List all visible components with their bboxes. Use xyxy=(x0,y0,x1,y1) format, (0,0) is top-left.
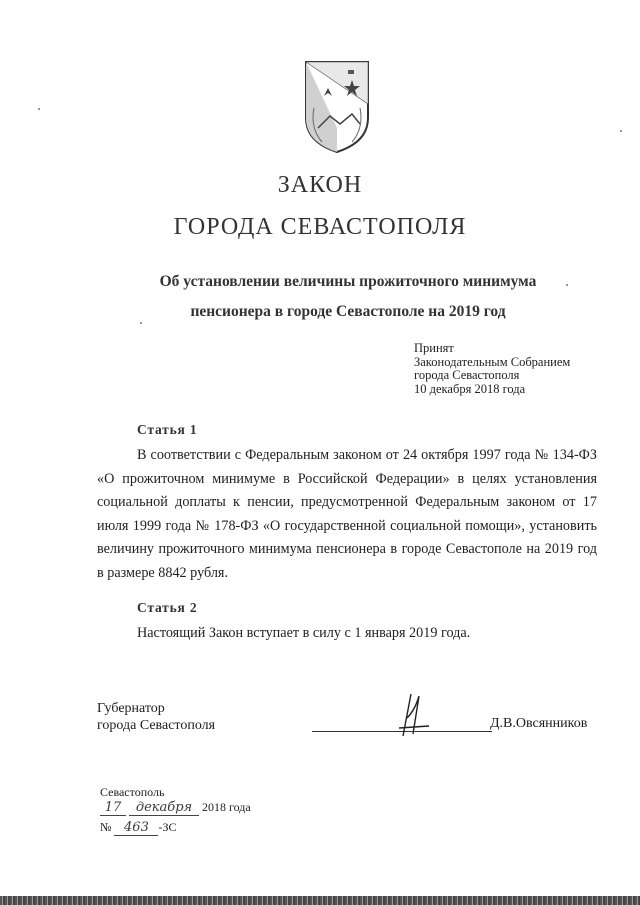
scan-speck xyxy=(566,284,568,286)
article-2-heading: Статья 2 xyxy=(137,600,198,615)
signer-name: Д.В.Овсянников xyxy=(490,716,588,731)
adoption-note-line: Законодательным Собранием xyxy=(414,354,571,369)
signatory-position xyxy=(97,700,215,734)
scan-speck xyxy=(620,130,622,132)
adoption-date: 10 декабря 2018 года xyxy=(414,381,526,396)
handwritten-day: 17 xyxy=(100,800,126,816)
adoption-note-line: Принят xyxy=(414,341,454,355)
article-2-text: Настоящий Закон вступает в силу с 1 января 2019 года. xyxy=(137,625,471,641)
number-suffix: -ЗС xyxy=(158,820,177,834)
scan-speck xyxy=(38,108,40,110)
number-sign: № xyxy=(100,820,112,834)
article-1-heading: Статья 1 xyxy=(137,422,198,437)
adoption-note-line: города Севастополя xyxy=(414,368,520,382)
law-issuer-title: ГОРОДА СЕВАСТОПОЛЯ xyxy=(173,214,467,240)
handwritten-number: 463 xyxy=(114,820,158,836)
scan-edge-strip xyxy=(0,896,640,905)
place-of-signing: Севастополь xyxy=(100,785,165,799)
handwritten-month: декабря xyxy=(129,800,199,816)
scan-speck xyxy=(140,322,142,324)
adoption-note xyxy=(414,342,570,396)
handwritten-signature-icon xyxy=(385,688,445,738)
law-subject-line1: Об установлении величины прожиточного минимума xyxy=(159,273,537,290)
law-subject-line2: пенсионера в городе Севастополе на 2019 год xyxy=(190,303,506,320)
sevastopol-coat-of-arms-icon xyxy=(300,58,374,154)
signatory-position-line1: Губернатор xyxy=(97,701,165,716)
law-number xyxy=(100,820,176,836)
signing-date xyxy=(100,800,251,816)
law-title: ЗАКОН xyxy=(277,172,363,198)
printed-year: 2018 года xyxy=(202,800,251,814)
article-1-text: В соответствии с Федеральным законом от 24 октября 1997 года № 134-ФЗ «О прожиточном минимуме в Российской Федерации» в целях установления социальной доплаты к пенсии, предусмотренной Федеральным законом от 17 июля 1999 года № 178-ФЗ «О государственной социальной помощи», установить величину прожиточного минимума пенсионера в городе Севастополе на 2019 год в размере 8842 рубля. xyxy=(97,447,597,581)
signatory-position-line2: города Севастополя xyxy=(97,718,216,733)
